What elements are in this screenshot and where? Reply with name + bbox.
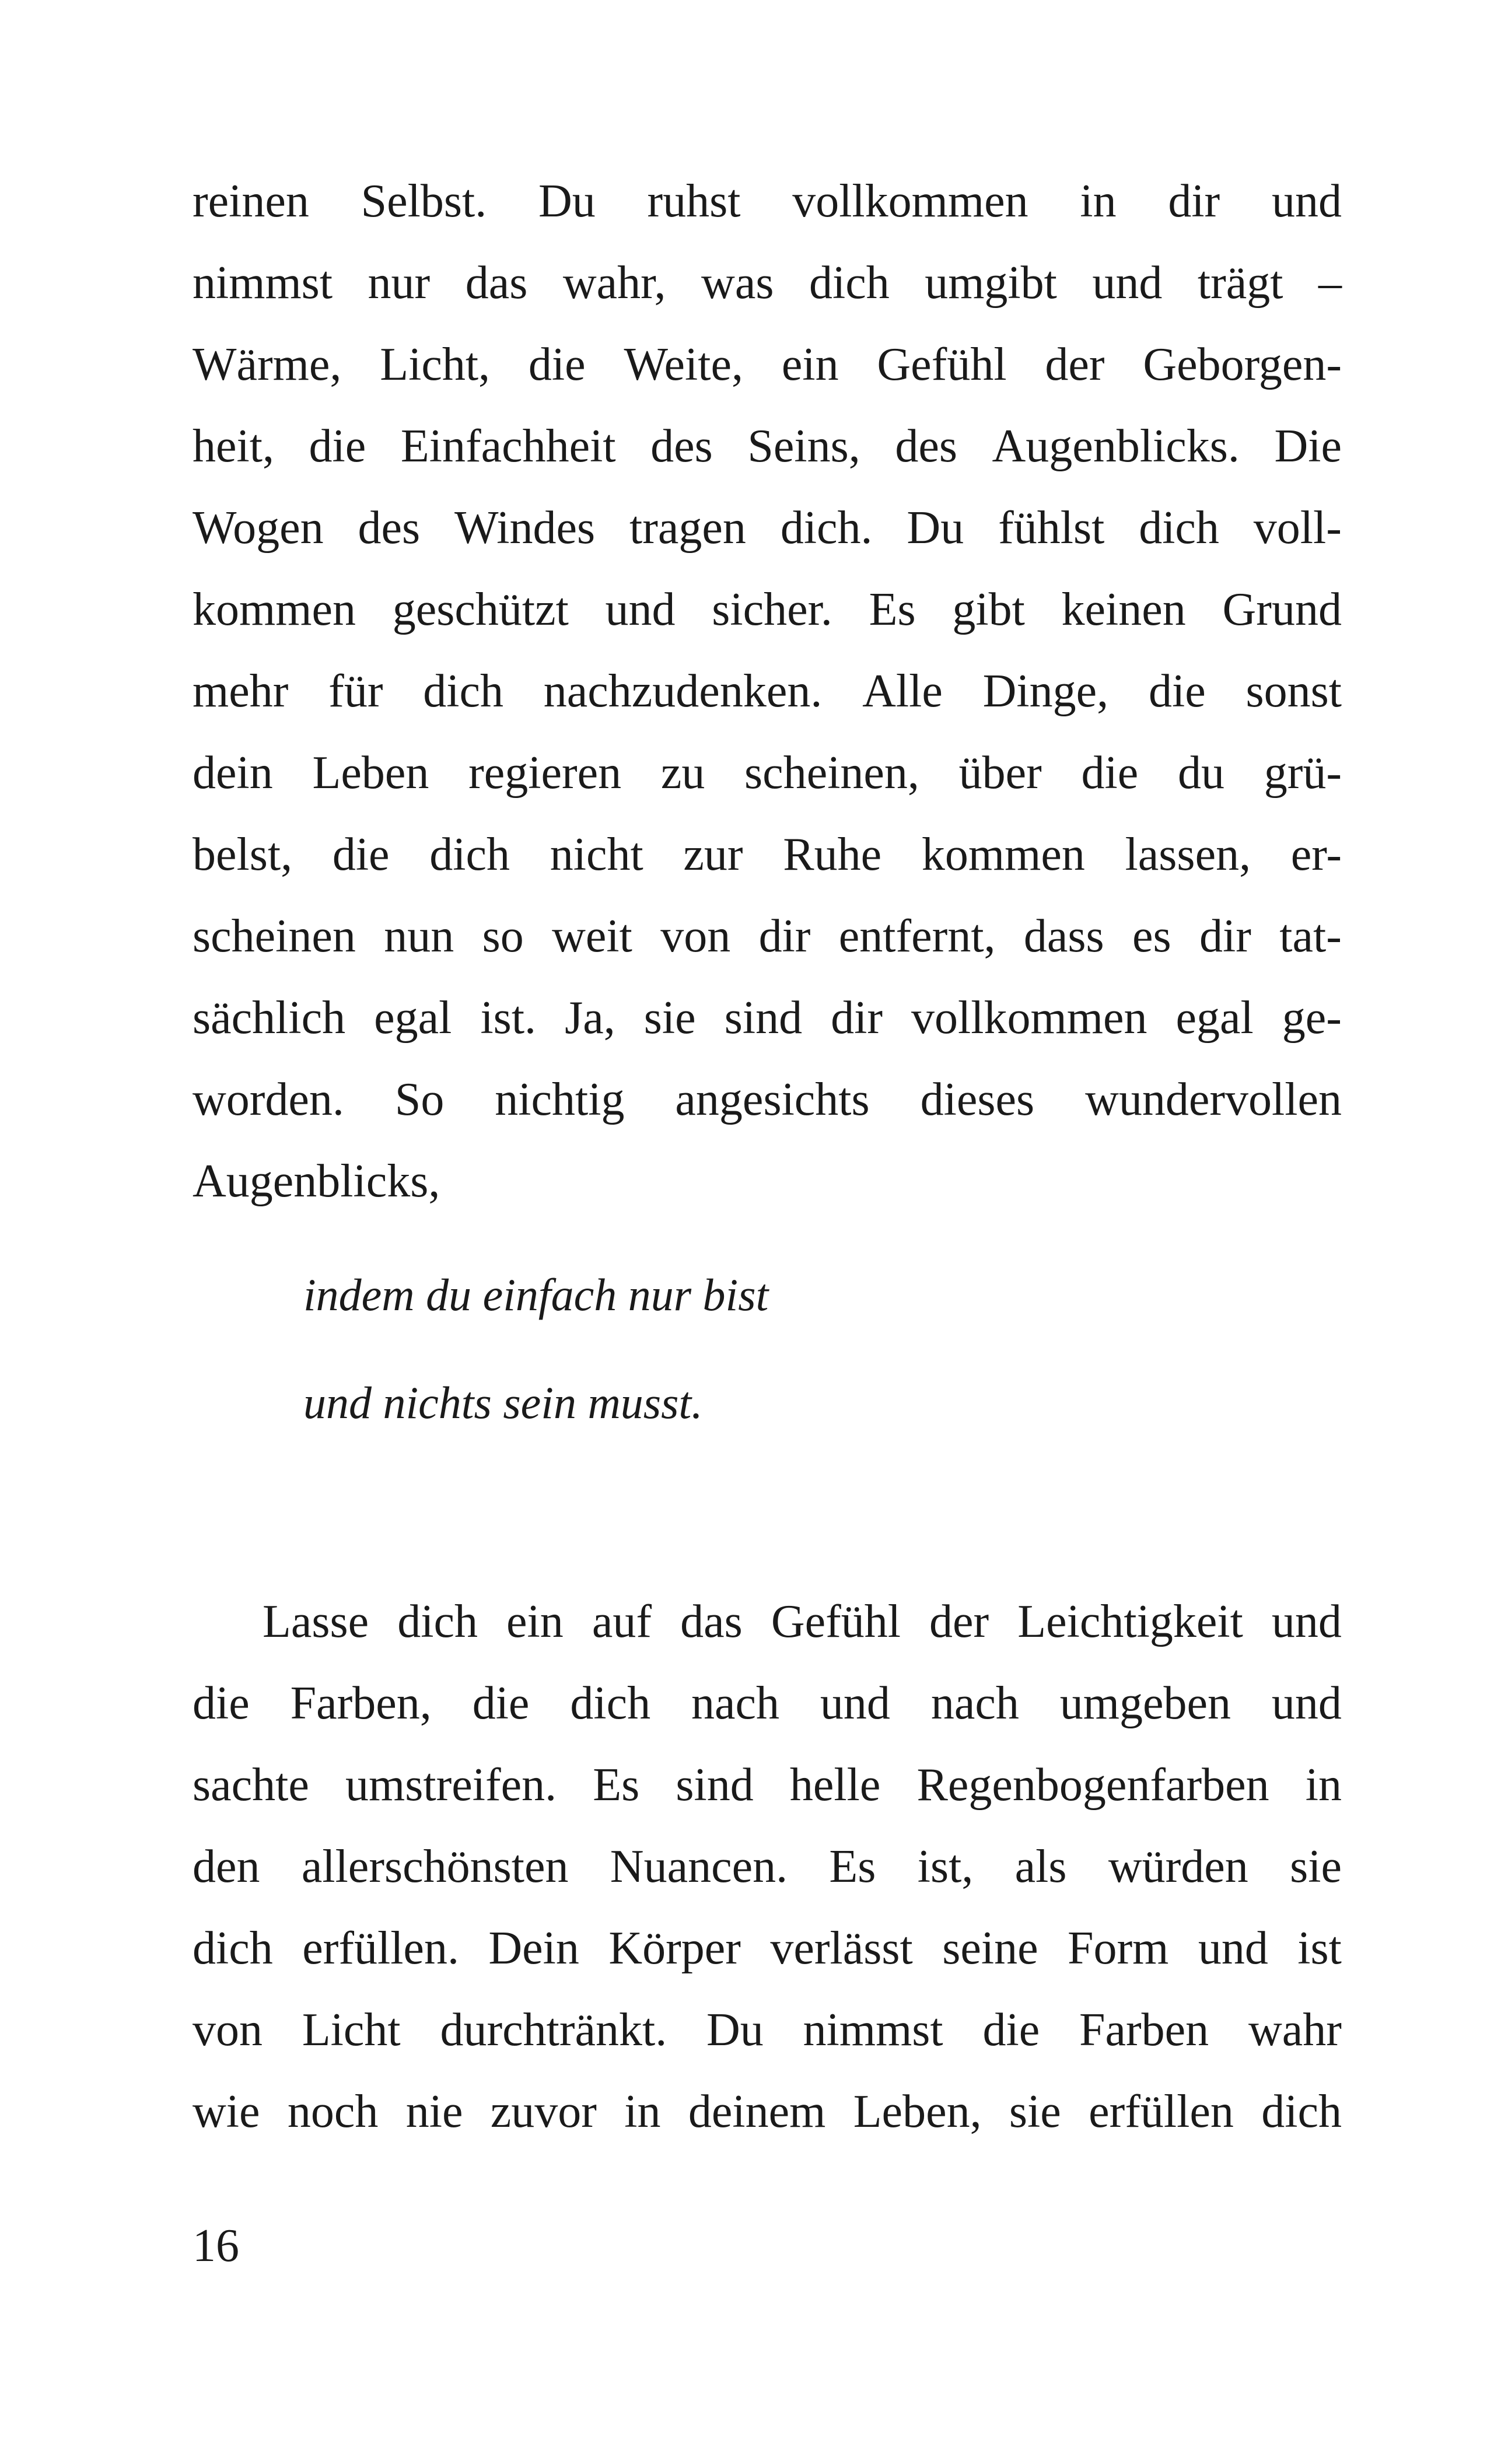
text-line: [193, 569, 1342, 650]
word: Ruhe: [783, 829, 882, 880]
word: Grund: [1222, 584, 1342, 635]
word: sachte: [193, 1759, 309, 1811]
word: voll-: [1253, 502, 1342, 554]
word: den: [193, 1841, 260, 1892]
word: es: [1132, 911, 1171, 962]
word: scheinen,: [744, 747, 919, 799]
word: die: [1148, 666, 1206, 717]
word: zu: [660, 747, 705, 799]
word: und: [1271, 1596, 1342, 1647]
word: Einfachheit: [400, 421, 616, 472]
text-line: [193, 487, 1342, 569]
word: dich: [397, 1596, 478, 1647]
word: und: [820, 1678, 890, 1729]
word: Leben,: [853, 2086, 982, 2137]
word: –: [1318, 257, 1342, 309]
word: des: [358, 502, 421, 554]
word: sächlich: [193, 992, 346, 1044]
word: die: [309, 421, 366, 472]
word: heit,: [193, 421, 274, 472]
word: Augenblicks.: [992, 421, 1240, 472]
word: dich: [570, 1678, 651, 1729]
word: und: [605, 584, 676, 635]
word: ein: [506, 1596, 564, 1647]
word: Leichtigkeit: [1017, 1596, 1243, 1647]
word: dir: [1168, 176, 1220, 227]
word: nachzudenken.: [543, 666, 823, 717]
word: das: [465, 257, 528, 309]
word: und: [1271, 176, 1342, 227]
word: verlässt: [770, 1923, 913, 1974]
word: lassen,: [1125, 829, 1251, 880]
word: zuvor: [490, 2086, 597, 2137]
word: reinen: [193, 176, 309, 227]
text-line: [193, 895, 1342, 977]
text-line: [193, 1059, 1342, 1140]
word: entfernt,: [838, 911, 996, 962]
word: nun: [384, 911, 454, 962]
word: dir: [1199, 911, 1251, 962]
word: Gefühl: [877, 339, 1007, 390]
word: Es: [829, 1841, 876, 1892]
paragraph-2: [193, 1581, 1342, 2152]
word: vollkommen: [792, 176, 1028, 227]
word: deinem: [688, 2086, 826, 2137]
word: durchtränkt.: [440, 2004, 667, 2056]
word: Licht: [302, 2004, 401, 2056]
word: belst,: [193, 829, 293, 880]
word: ein: [781, 339, 839, 390]
word: Weite,: [624, 339, 744, 390]
word: dass: [1023, 911, 1104, 962]
word: wundervollen: [1085, 1074, 1342, 1125]
word: mehr: [193, 666, 289, 717]
word: dich: [1261, 2086, 1342, 2137]
word: nicht: [550, 829, 643, 880]
text-line: [193, 1662, 1342, 1744]
word: sie: [1009, 2086, 1061, 2137]
word: dich: [809, 257, 890, 309]
word: geschützt: [392, 584, 569, 635]
word: umgibt: [925, 257, 1057, 309]
text-line: [193, 814, 1342, 895]
word: dich: [1139, 502, 1219, 554]
word: Körper: [608, 1923, 741, 1974]
text-line: [193, 1744, 1342, 1826]
word: ge-: [1282, 992, 1342, 1044]
word: Geborgen-: [1143, 339, 1342, 390]
word: und: [1092, 257, 1163, 309]
word: dein: [193, 747, 273, 799]
word: worden.: [193, 1074, 344, 1125]
word: Form: [1068, 1923, 1169, 1974]
word: Wärme,: [193, 339, 342, 390]
text-line: Augenblicks,: [193, 1156, 440, 1207]
word: dieses: [920, 1074, 1035, 1125]
word: die: [1081, 747, 1139, 799]
word: Du: [907, 502, 964, 554]
word: Leben: [312, 747, 429, 799]
word: das: [680, 1596, 743, 1647]
word: Wogen: [193, 502, 324, 554]
word: in: [1305, 1759, 1342, 1811]
word: Farben,: [290, 1678, 432, 1729]
word: für: [328, 666, 383, 717]
text-line: [193, 1581, 1342, 1662]
word: kommen: [193, 584, 356, 635]
word: Du: [538, 176, 596, 227]
word: so: [482, 911, 524, 962]
text-line: [193, 1989, 1342, 2071]
word: nach: [691, 1678, 779, 1729]
word: sind: [676, 1759, 754, 1811]
word: fühlst: [998, 502, 1105, 554]
word: und: [1271, 1678, 1342, 1729]
word: nimmst: [193, 257, 333, 309]
word: tat-: [1279, 911, 1342, 962]
word: würden: [1108, 1841, 1248, 1892]
text-line: [193, 242, 1342, 324]
word: nimmst: [803, 2004, 943, 2056]
word: seine: [942, 1923, 1038, 1974]
word: Es: [593, 1759, 640, 1811]
word: egal: [1175, 992, 1254, 1044]
word: grü-: [1264, 747, 1342, 799]
word: ist,: [917, 1841, 974, 1892]
word: Alle: [862, 666, 943, 717]
text-line: [193, 732, 1342, 814]
word: wahr,: [562, 257, 666, 309]
word: kommen: [921, 829, 1085, 880]
word: wahr: [1248, 2004, 1342, 2056]
word: tragen: [629, 502, 746, 554]
word: Ja,: [565, 992, 615, 1044]
page-number: 16: [193, 2220, 239, 2272]
word: Es: [869, 584, 916, 635]
verse-line-1: indem du einfach nur bist: [303, 1269, 769, 1320]
word: nach: [930, 1678, 1019, 1729]
word: Farben: [1079, 2004, 1209, 2056]
word: dich: [193, 1923, 273, 1974]
word: vollkommen: [911, 992, 1147, 1044]
word: dir: [758, 911, 811, 962]
word: umstreifen.: [345, 1759, 557, 1811]
text-line: [193, 160, 1342, 242]
text-line: [193, 1826, 1342, 1908]
word: sicher.: [712, 584, 832, 635]
word: dich.: [780, 502, 873, 554]
word: er-: [1290, 829, 1342, 880]
word: wie: [193, 2086, 260, 2137]
word: in: [1080, 176, 1117, 227]
word: ist: [1297, 1923, 1342, 1974]
word: Seins,: [747, 421, 860, 472]
word: dich: [423, 666, 503, 717]
word: allerschönsten: [301, 1841, 569, 1892]
word: egal: [374, 992, 452, 1044]
word: die: [982, 2004, 1040, 2056]
word: als: [1014, 1841, 1067, 1892]
text-line: [193, 650, 1342, 732]
word: Licht,: [380, 339, 491, 390]
word: keinen: [1061, 584, 1186, 635]
word: Dein: [488, 1923, 579, 1974]
word: nur: [368, 257, 431, 309]
paragraph-1: [193, 160, 1342, 1222]
word: Windes: [454, 502, 596, 554]
word: dich: [429, 829, 510, 880]
word: des: [895, 421, 957, 472]
word: angesichts: [675, 1074, 870, 1125]
word: die: [332, 829, 390, 880]
word: Dinge,: [982, 666, 1109, 717]
word: von: [193, 2004, 263, 2056]
word: nichtig: [495, 1074, 625, 1125]
word: weit: [552, 911, 632, 962]
word: trägt: [1197, 257, 1283, 309]
word: Gefühl: [771, 1596, 901, 1647]
word: die: [528, 339, 586, 390]
word: Du: [706, 2004, 764, 2056]
word: die: [193, 1678, 250, 1729]
word: in: [624, 2086, 661, 2137]
word: erfüllen: [1089, 2086, 1234, 2137]
word: ist.: [480, 992, 537, 1044]
word: erfüllen.: [302, 1923, 459, 1974]
word: So: [394, 1074, 445, 1125]
word: sonst: [1245, 666, 1342, 717]
word: die: [472, 1678, 530, 1729]
word: Selbst.: [361, 176, 487, 227]
word: Nuancen.: [610, 1841, 788, 1892]
word: des: [650, 421, 713, 472]
word: über: [958, 747, 1042, 799]
word: regieren: [468, 747, 622, 799]
word: dir: [831, 992, 883, 1044]
word: noch: [287, 2086, 379, 2137]
word: Regenbogenfarben: [916, 1759, 1269, 1811]
word: nie: [405, 2086, 463, 2137]
word: Die: [1274, 421, 1342, 472]
word: der: [929, 1596, 989, 1647]
word: du: [1177, 747, 1224, 799]
word: Lasse: [263, 1596, 369, 1647]
word: ruhst: [647, 176, 741, 227]
word: und: [1198, 1923, 1268, 1974]
word: helle: [789, 1759, 881, 1811]
text-line: [193, 405, 1342, 487]
word: was: [701, 257, 774, 309]
text-line: [193, 977, 1342, 1059]
text-line: [193, 1908, 1342, 1989]
word: sie: [643, 992, 696, 1044]
verse-line-2: und nichts sein musst.: [303, 1377, 703, 1428]
word: sind: [724, 992, 803, 1044]
word: von: [660, 911, 731, 962]
text-line: [193, 2071, 1342, 2152]
word: der: [1045, 339, 1105, 390]
word: umgeben: [1059, 1678, 1231, 1729]
word: scheinen: [193, 911, 356, 962]
word: zur: [683, 829, 743, 880]
word: gibt: [952, 584, 1025, 635]
word: auf: [592, 1596, 652, 1647]
word: sie: [1290, 1841, 1342, 1892]
text-line: [193, 324, 1342, 405]
